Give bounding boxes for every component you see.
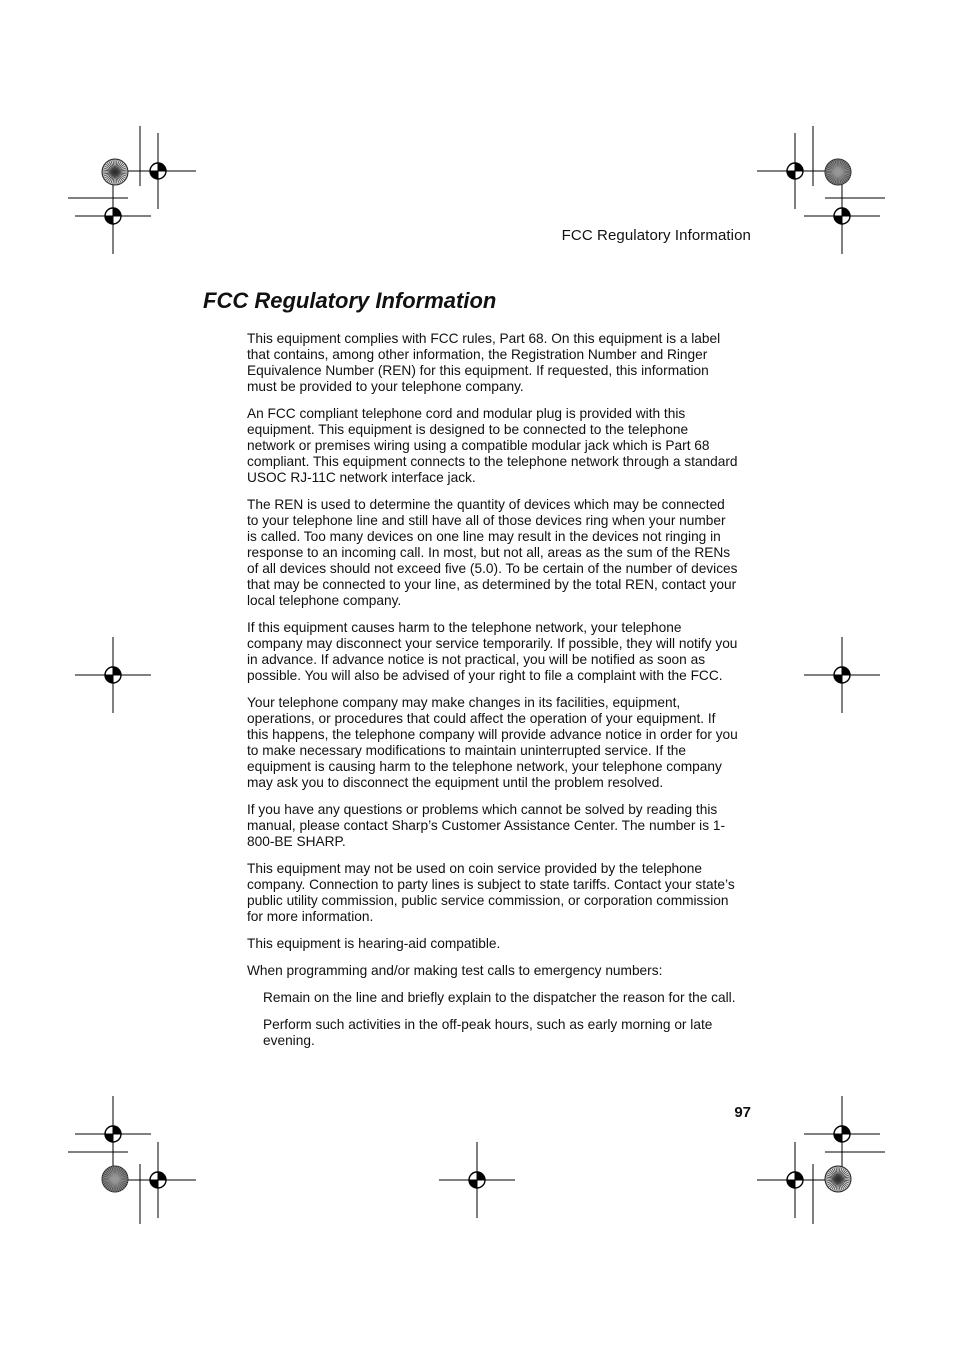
registration-mark-icon — [75, 1096, 151, 1172]
page-title: FCC Regulatory Information — [203, 288, 497, 313]
paragraph: This equipment is hearing-aid compatible. — [247, 936, 501, 951]
registration-mark-icon — [75, 178, 151, 254]
registration-mark-icon — [75, 637, 151, 713]
registration-mark-icon — [439, 1142, 515, 1218]
registration-mark-icon — [804, 637, 880, 713]
registration-mark-icon — [804, 178, 880, 254]
sub-paragraph: Perform such activities in the off-peak hours, such as early morning or late evening. — [263, 1017, 713, 1048]
registration-mark-icon — [120, 1142, 196, 1218]
paragraph: If you have any questions or problems which cannot be solved by reading this manual, please contact Sharp’s Customer Assistance Center. The number is 1-800-BE SHARP. — [247, 802, 726, 849]
color-wheel-icon — [825, 159, 851, 185]
paragraph: If this equipment causes harm to the telephone network, your telephone company may disconnect your service temporarily. If possible, they will notify you in advance. If advance notice is not practical, you will be notified as soon as possible. You will also be advised of your right to file a complaint with the FCC. — [247, 620, 738, 683]
color-wheel-icon — [825, 1166, 851, 1192]
paragraph: When programming and/or making test calls to emergency numbers: — [247, 963, 663, 978]
registration-mark-icon — [804, 1096, 880, 1172]
paragraph: The REN is used to determine the quantity of devices which may be connected to your telephone line and still have all of those devices ring when your number is called. Too many devices on one line may result in the devices not ringing in response to an incoming call. In most, but not all, areas as the sum of the RENs of all devices should not exceed five (5.0). To be certain of the number of devices that may be connected to your line, as determined by the total REN, contact your local telephone company. — [247, 497, 738, 608]
body-text — [247, 331, 739, 1060]
color-wheel-icon — [102, 1166, 128, 1192]
page-number: 97 — [734, 1104, 751, 1121]
paragraph: An FCC compliant telephone cord and modular plug is provided with this equipment. This equipment is designed to be connected to the telephone network or premises wiring using a compatible modular jack which is Part 68 compliant. This equipment connects to the telephone network through a standard USOC RJ-11C network interface jack. — [247, 406, 738, 485]
registration-mark-icon — [757, 1142, 833, 1218]
sub-paragraph: Remain on the line and briefly explain to the dispatcher the reason for the call. — [263, 990, 736, 1005]
paragraph: Your telephone company may make changes in its facilities, equipment, operations, or procedures that could affect the operation of your equipment. If this happens, the telephone company will provide advance notice in order for you to make necessary modifications to maintain uninterrupted service. If the equipment is causing harm to the telephone network, your telephone company may ask you to disconnect the equipment until the problem resolved. — [247, 695, 738, 790]
paragraph: This equipment may not be used on coin service provided by the telephone company. Connection to party lines is subject to state tariffs. Contact your state’s public utility commission, public service commission, or corporation commission for more information. — [247, 861, 735, 924]
registration-mark-icon — [120, 133, 196, 209]
running-header: FCC Regulatory Information — [561, 227, 751, 244]
color-wheel-icon — [102, 159, 128, 185]
registration-mark-icon — [757, 133, 833, 209]
paragraph: This equipment complies with FCC rules, Part 68. On this equipment is a label that contains, among other information, the Registration Number and Ringer Equivalence Number (REN) for this equipment. If requested, this information must be provided to your telephone company. — [247, 331, 721, 394]
